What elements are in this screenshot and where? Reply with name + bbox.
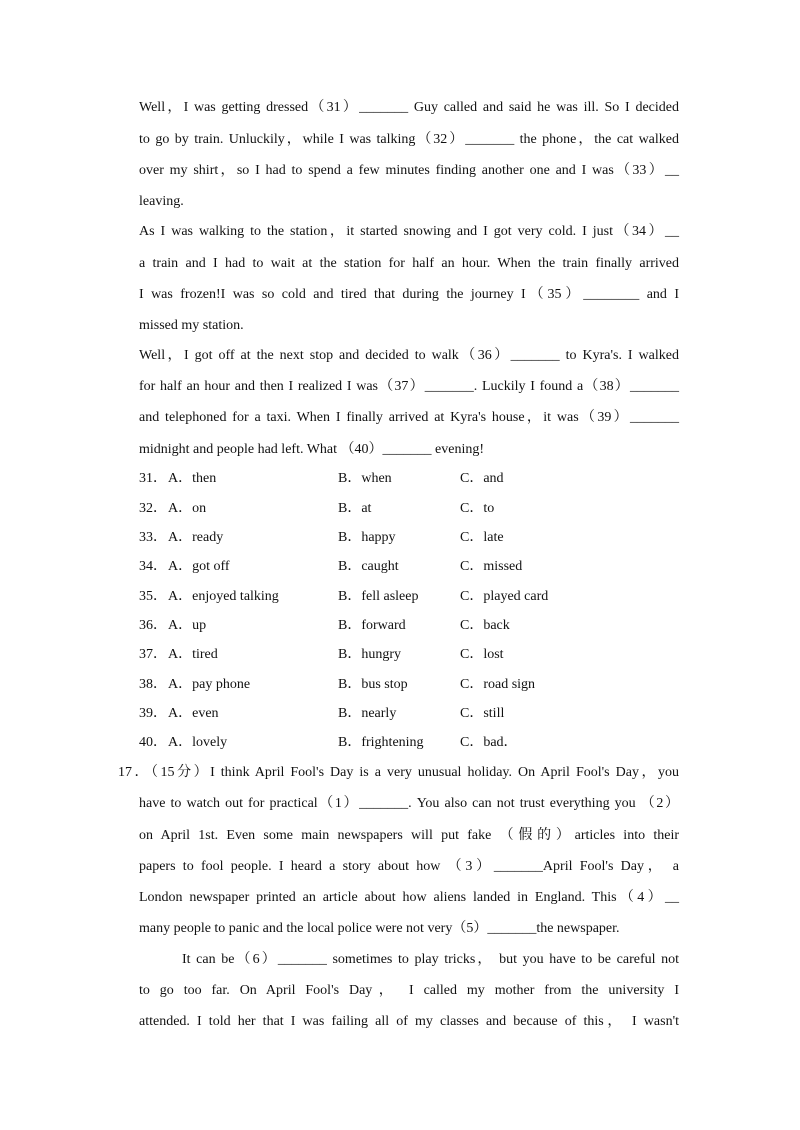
passage-line: to go too far. On April Fool's Day， I called my mother from the university I <box>139 983 679 998</box>
option-c: C．still <box>460 706 505 721</box>
passage-line: and telephoned for a taxi. When I finally arrived at Kyra's house，it was（39）_______ <box>139 410 679 425</box>
passage-line: leaving. <box>139 194 184 209</box>
option-c: C．missed <box>460 559 523 574</box>
option-c: C．bad． <box>460 735 518 750</box>
option-b: B．caught <box>338 559 399 574</box>
option-b: B．hungry <box>338 647 401 662</box>
passage-line: missed my station. <box>139 318 244 333</box>
question-heading: 17．（15分）I think April Fool's Day is a very unusual holiday. On April Fool's Day，you <box>118 765 679 780</box>
question-number: 35． <box>139 589 167 604</box>
option-a: A．up <box>168 618 207 633</box>
question-number: 40． <box>139 735 167 750</box>
option-c: C．to <box>460 501 495 516</box>
option-a: A．ready <box>168 530 224 545</box>
option-a: A．got off <box>168 559 230 574</box>
passage-line: a train and I had to wait at the station for half an hour. When the train finally arrived <box>139 256 679 271</box>
option-c: C．played card <box>460 589 549 604</box>
passage-line: As I was walking to the station，it started snowing and I got very cold. I just（34）__ <box>139 224 679 239</box>
option-b: B．bus stop <box>338 677 408 692</box>
option-b: B．happy <box>338 530 396 545</box>
passage-line: attended. I told her that I was failing all of my classes and because of this， I wasn't <box>139 1014 679 1029</box>
option-b: B．frightening <box>338 735 424 750</box>
question-number: 31． <box>139 471 167 486</box>
option-b: B．forward <box>338 618 406 633</box>
passage-line: Well，I got off at the next stop and decided to walk（36）_______ to Kyra's. I walked <box>139 348 679 363</box>
passage-line: to go by train. Unluckily，while I was talking（32）_______ the phone，the cat walked <box>139 132 679 147</box>
option-a: A．then <box>168 471 217 486</box>
passage-line: papers to fool people. I heard a story about how （3）_______April Fool's Day， a <box>139 859 679 874</box>
passage-line: Well，I was getting dressed（31）_______ Guy called and said he was ill. So I decided <box>139 100 679 115</box>
option-c: C．back <box>460 618 510 633</box>
option-c: C．late <box>460 530 504 545</box>
question-number: 36． <box>139 618 167 633</box>
passage-line: have to watch out for practical（1）_______. You also can not trust everything you （2） <box>139 796 679 811</box>
option-c: C．lost <box>460 647 504 662</box>
option-a: A．enjoyed talking <box>168 589 279 604</box>
passage-line: over my shirt，so I had to spend a few minutes finding another one and I was（33）__ <box>139 163 679 178</box>
option-a: A．lovely <box>168 735 228 750</box>
option-b: B．nearly <box>338 706 397 721</box>
passage-line: for half an hour and then I realized I was（37）_______. Luckily I found a（38）_______ <box>139 379 679 394</box>
question-number: 39． <box>139 706 167 721</box>
passage-line: London newspaper printed an article about how aliens landed in England. This（4）__ <box>139 890 679 905</box>
option-c: C．and <box>460 471 504 486</box>
question-number: 38． <box>139 677 167 692</box>
option-a: A．tired <box>168 647 218 662</box>
question-number: 37． <box>139 647 167 662</box>
passage-line: many people to panic and the local police were not very（5）_______the newspaper. <box>139 921 620 936</box>
passage-line: midnight and people had left. What （40）_______ evening! <box>139 442 485 457</box>
passage-line: I was frozen!I was so cold and tired that during the journey I（35）________ and I <box>139 287 679 302</box>
option-b: B．at <box>338 501 372 516</box>
option-a: A．even <box>168 706 219 721</box>
question-number: 34． <box>139 559 167 574</box>
option-a: A．pay phone <box>168 677 251 692</box>
option-c: C．road sign <box>460 677 536 692</box>
question-number: 33． <box>139 530 167 545</box>
paragraph-first-line: It can be（6）_______ sometimes to play tricks， but you have to be careful not <box>182 952 679 967</box>
option-b: B．fell asleep <box>338 589 419 604</box>
question-number: 32． <box>139 501 167 516</box>
option-a: A．on <box>168 501 207 516</box>
option-b: B．when <box>338 471 392 486</box>
passage-line: on April 1st. Even some main newspapers will put fake （假的）articles into their <box>139 828 679 843</box>
